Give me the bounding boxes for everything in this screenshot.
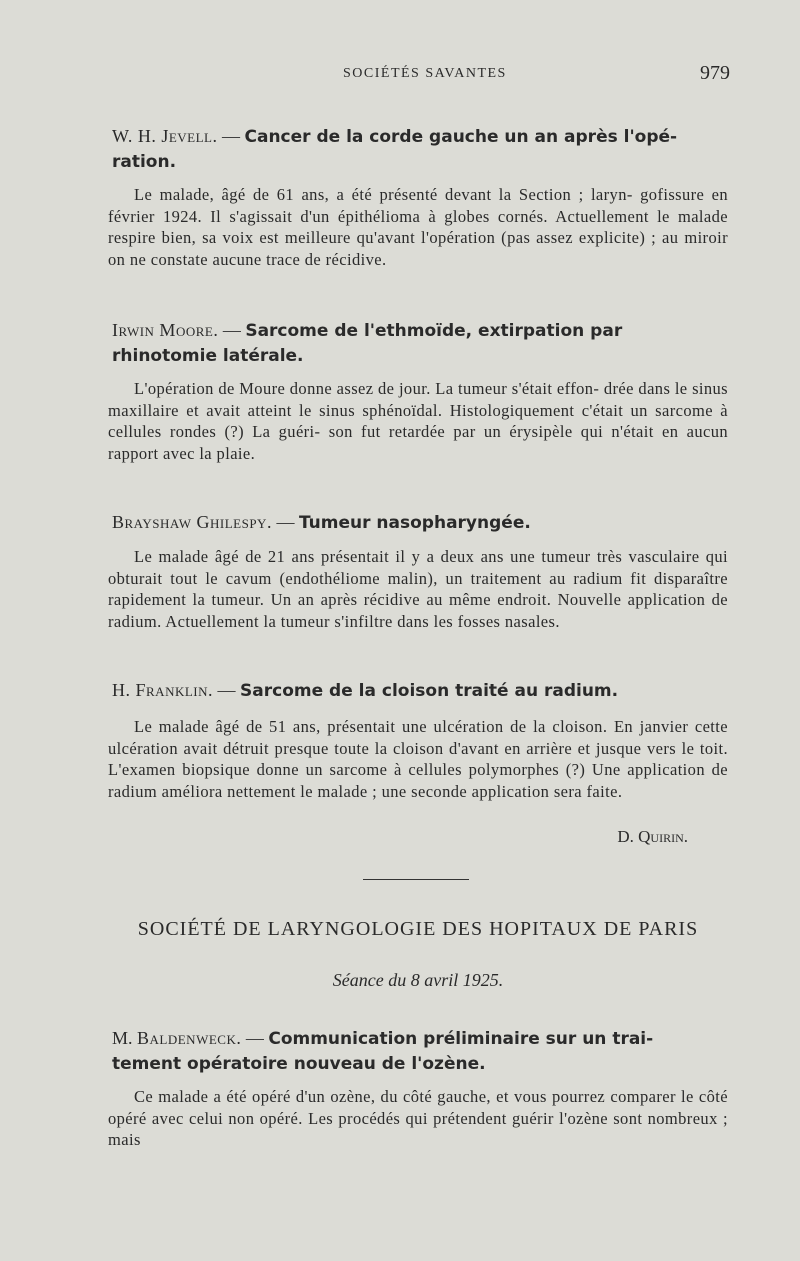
- entry-body-franklin: Le malade âgé de 51 ans, présentait une ulcération de la cloison. En janvier cette ulcération avait détruit presque toute la cloison d'avant en arrière et jusque vers le toit. L'examen biopsique donne un sarcome à cellules polymorphes (?) Une application de radium améliora nettement le malade ; une seconde application sera faite.: [108, 717, 728, 801]
- entry-heading-jevell: W. H. Jevell. — Cancer de la corde gauche un an après l'opé- ration.: [112, 126, 678, 172]
- entry-title-continued: tement opératoire nouveau de l'ozène.: [112, 1054, 486, 1074]
- author-name: Brayshaw Ghilespy.: [112, 512, 272, 532]
- entry-body-ghilespy: Le malade âgé de 21 ans présentait il y a deux ans une tumeur très vasculaire qui obturait tout le cavum (endothéliome malin), un traitement au radium fit disparaître rapidement la tumeur. Un an après récidive au même endroit. Nouvelle application de radium. Actuellement la tumeur s'infiltre dans les fosses nasales.: [108, 547, 728, 631]
- entry-body-baldenweck: Ce malade a été opéré d'un ozène, du côté gauche, et vous pourrez comparer le côté opéré avec celui non opéré. Les procédés qui prétendent guérir l'ozène sont nombreux ; mais: [108, 1087, 728, 1150]
- entry-heading-franklin: H. Franklin. — Sarcome de la cloison traité au radium.: [112, 680, 619, 701]
- entry-heading-ghilespy: Brayshaw Ghilespy. — Tumeur nasopharyngée.: [112, 512, 531, 533]
- entry-title-continued: ration.: [112, 152, 177, 172]
- entry-title: Sarcome de l'ethmoïde, extirpation par: [245, 321, 623, 341]
- running-header: SOCIÉTÉS SAVANTES: [343, 66, 507, 81]
- author-name: Irwin Moore.: [112, 320, 219, 340]
- page-number: 979: [700, 62, 730, 84]
- author-name: W. H. Jevell.: [112, 126, 218, 146]
- author-name: H. Franklin.: [112, 680, 214, 700]
- entry-title: Tumeur nasopharyngée.: [298, 513, 531, 533]
- entry-title: Cancer de la corde gauche un an après l'opé-: [244, 127, 678, 147]
- author-name: Baldenweck.: [137, 1028, 242, 1048]
- entry-heading-baldenweck: M. Baldenweck. — Communication préliminaire sur un trai- tement opératoire nouveau de l'ozène.: [112, 1028, 654, 1074]
- section-divider: [363, 879, 469, 880]
- signature: D. Quirin.: [617, 827, 688, 846]
- session-date: Séance du 8 avril 1925.: [332, 970, 504, 990]
- society-title: SOCIÉTÉ DE LARYNGOLOGIE DES HOPITAUX DE PARIS: [137, 918, 699, 940]
- entry-title: Communication préliminaire sur un trai-: [268, 1029, 654, 1049]
- entry-title-continued: rhinotomie latérale.: [112, 346, 304, 366]
- entry-title: Sarcome de la cloison traité au radium.: [240, 681, 619, 701]
- entry-body-moore: L'opération de Moure donne assez de jour. La tumeur s'était effon- drée dans le sinus maxillaire et avait atteint le sinus sphénoïdal. Histologiquement c'était un sarcome à cellules rondes (?) La guéri- son fut retardée par un érysipèle qui n'était en aucun rapport avec la plaie.: [108, 379, 729, 463]
- entry-heading-moore: Irwin Moore. — Sarcome de l'ethmoïde, extirpation par rhinotomie latérale.: [112, 320, 623, 366]
- entry-body-jevell: Le malade, âgé de 61 ans, a été présenté devant la Section ; laryn- gofissure en février 1924. Il s'agissait d'un épithélioma à globes cornés. Actuellement le malade respire bien, sa voix est meilleure qu'avant l'opération (pas assez explicite) ; au miroir on ne constate aucune trace de récidive.: [108, 185, 728, 269]
